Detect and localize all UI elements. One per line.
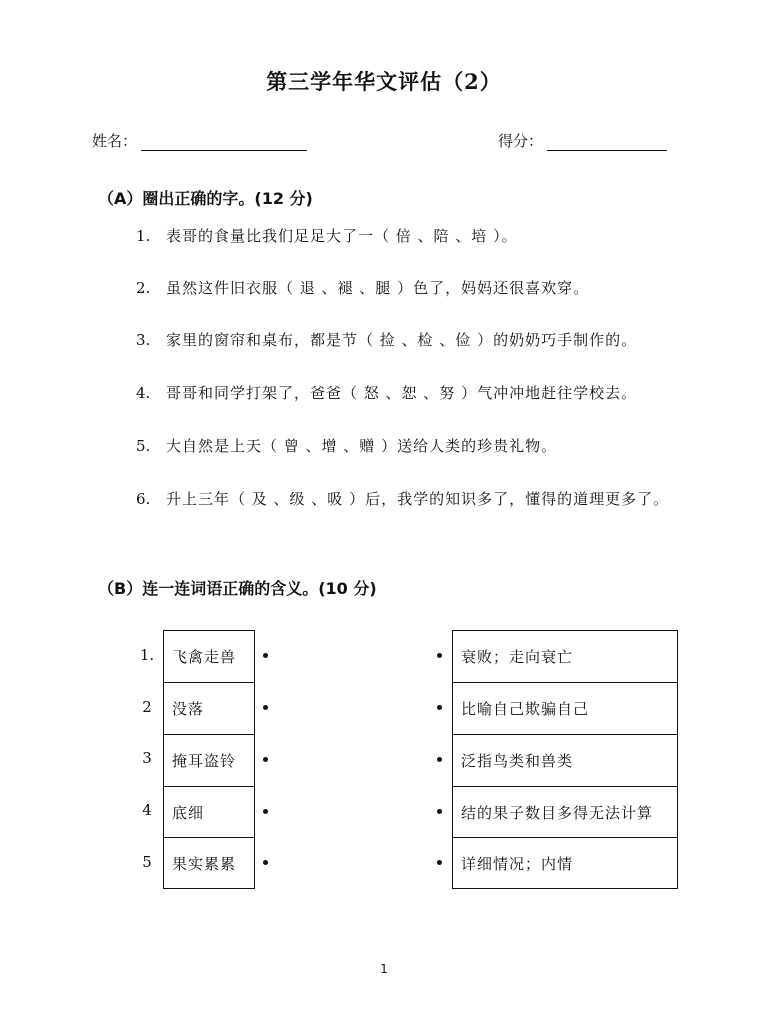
right-connector-dot[interactable] [437,705,442,710]
question-number: 4. [136,384,151,402]
question-text[interactable]: 家里的窗帘和桌布，都是节（ 捡 、检 、俭 ）的奶奶巧手制作的。 [166,331,638,349]
match-word-cell: 没落 [163,682,255,735]
page-title: 第三学年华文评估（2） [266,69,502,94]
question-item [136,325,696,355]
match-number: 1. [139,646,155,664]
name-field [92,130,307,151]
match-number: 2 [142,698,152,716]
left-connector-dot[interactable] [263,653,268,658]
match-meaning-cell: 结的果子数目多得无法计算 [452,786,678,838]
match-number: 5 [142,853,152,871]
question-number: 3. [136,331,151,349]
question-item [136,431,696,461]
section-a-heading: （A）圈出正确的字。(12 分) [98,189,313,208]
match-word-cell: 果实累累 [163,837,255,889]
question-text[interactable]: 升上三年（ 及 、级 、吸 ）后，我学的知识多了，懂得的道理更多了。 [166,490,670,508]
name-label: 姓名： [92,132,138,150]
match-meaning-cell: 泛指鸟类和兽类 [452,734,678,787]
score-blank-line[interactable] [547,136,667,151]
question-item [136,221,696,251]
right-connector-dot[interactable] [437,809,442,814]
question-text[interactable]: 大自然是上天（ 曾 、增 、赠 ）送给人类的珍贵礼物。 [166,437,558,455]
question-text[interactable]: 表哥的食量比我们足足大了一（ 倍 、陪 、培 ）。 [166,227,518,245]
right-connector-dot[interactable] [437,860,442,865]
question-number: 6. [136,490,151,508]
right-connector-dot[interactable] [437,757,442,762]
left-connector-dot[interactable] [263,860,268,865]
name-blank-line[interactable] [141,136,307,151]
question-number: 5. [136,437,151,455]
question-item [136,273,696,303]
page-number: 1 [380,962,388,976]
question-text[interactable]: 虽然这件旧衣服（ 退 、褪 、腿 ）色了，妈妈还很喜欢穿。 [166,279,590,297]
score-label: 得分： [498,132,544,150]
question-item [136,378,696,408]
question-text[interactable]: 哥哥和同学打架了，爸爸（ 怒 、恕 、努 ）气冲冲地赶往学校去。 [166,384,638,402]
match-number: 3 [142,749,152,767]
question-item [136,484,696,514]
left-connector-dot[interactable] [263,705,268,710]
left-connector-dot[interactable] [263,757,268,762]
question-number: 1. [136,227,151,245]
right-connector-dot[interactable] [437,653,442,658]
match-meaning-cell: 比喻自己欺骗自己 [452,682,678,735]
left-connector-dot[interactable] [263,809,268,814]
match-meaning-cell: 详细情况；内情 [452,837,678,889]
match-word-cell: 飞禽走兽 [163,630,255,683]
match-number: 4 [142,801,152,819]
match-word-cell: 掩耳盗铃 [163,734,255,787]
match-word-cell: 底细 [163,786,255,838]
section-b-heading: （B）连一连词语正确的含义。(10 分) [98,579,377,598]
question-number: 2. [136,279,151,297]
score-field [498,130,667,151]
match-meaning-cell: 衰败；走向衰亡 [452,630,678,683]
